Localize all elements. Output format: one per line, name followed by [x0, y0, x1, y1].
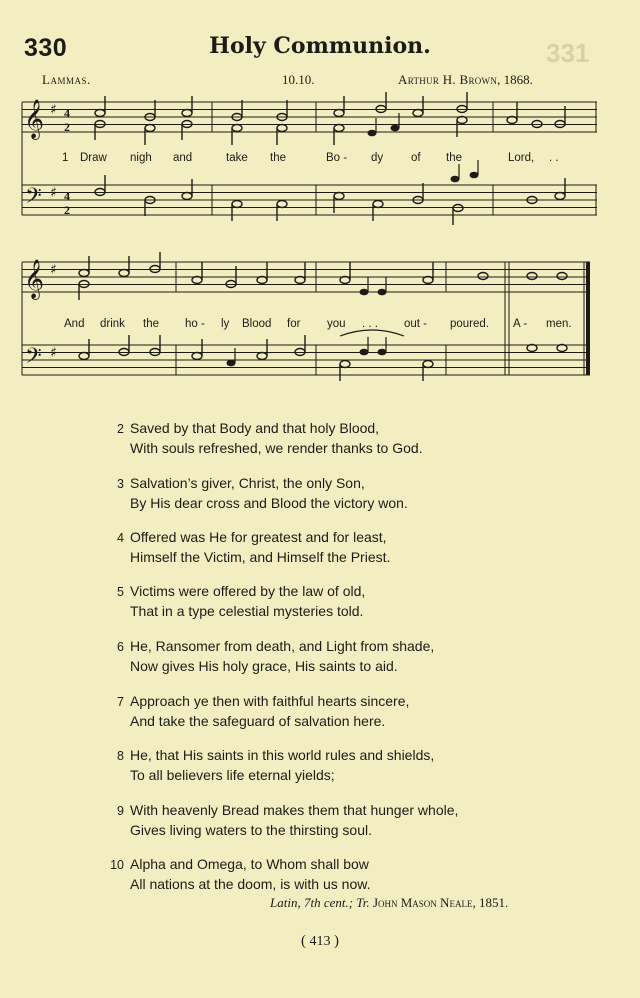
- translation-year: 1851.: [478, 895, 509, 910]
- svg-text:♯: ♯: [50, 262, 57, 278]
- lyric-syllable: the: [446, 152, 462, 164]
- verse-line: Himself the Victim, and Himself the Priest.: [130, 549, 391, 565]
- lyric-syllable: take: [226, 152, 248, 164]
- verse-number: 7: [117, 695, 124, 709]
- composer-name: Arthur H. Brown: [398, 72, 498, 87]
- lyric-syllable: of: [411, 152, 421, 164]
- verse-number: 2: [117, 422, 124, 436]
- lyric-syllable: A -: [513, 318, 528, 330]
- verse-line: Alpha and Omega, to Whom shall bow: [130, 856, 369, 872]
- verse-line: Approach ye then with faithful hearts sincere,: [130, 693, 410, 709]
- verse-line: All nations at the doom, is with us now.: [130, 876, 371, 892]
- verse-number: 5: [117, 585, 124, 599]
- svg-text:4: 4: [64, 106, 70, 120]
- svg-text:2: 2: [64, 203, 70, 217]
- verse-number: 9: [117, 804, 124, 818]
- music-system-2: [0, 248, 640, 398]
- verse-line: To all believers life eternal yields;: [130, 767, 335, 783]
- attribution: [270, 895, 508, 911]
- svg-text:𝄢: 𝄢: [25, 184, 42, 214]
- composer-year: , 1868.: [497, 72, 533, 87]
- svg-text:𝄢: 𝄢: [25, 344, 42, 374]
- svg-text:♯: ♯: [50, 345, 57, 361]
- svg-text:♯: ♯: [50, 102, 57, 118]
- verse-line: Saved by that Body and that holy Blood,: [130, 420, 380, 436]
- lyric-syllable: Lord,: [508, 152, 535, 164]
- lyric-syllable: the: [143, 318, 159, 330]
- verse-line: He, Ransomer from death, and Light from shade,: [130, 638, 435, 654]
- lyric-syllable: drink: [100, 318, 125, 330]
- verse-number: 4: [117, 531, 124, 545]
- verse-number: 10: [110, 858, 124, 872]
- lyric-syllable: Draw: [80, 152, 107, 164]
- lyric-syllable: . .: [549, 152, 559, 164]
- verse-line: That in a type celestial mysteries told.: [130, 603, 364, 619]
- page-number-close: ): [334, 933, 339, 949]
- svg-text:𝄞: 𝄞: [24, 99, 45, 139]
- verse-number: 8: [117, 749, 124, 763]
- attribution-tr: Tr.: [356, 895, 370, 910]
- verse-line: Now gives His holy grace, His saints to aid.: [130, 658, 398, 674]
- lyrics-line-2: [0, 318, 640, 334]
- lyric-syllable: poured.: [450, 318, 490, 330]
- lyric-syllable: ly: [221, 318, 230, 330]
- lyric-syllable: nigh: [130, 152, 152, 164]
- verse-number: 6: [117, 640, 124, 654]
- lyric-syllable: men.: [546, 318, 572, 330]
- verse-number: 3: [117, 477, 124, 491]
- lyric-syllable: the: [270, 152, 286, 164]
- verse-line: With souls refreshed, we render thanks to God.: [130, 440, 423, 456]
- attribution-source: Latin, 7th cent.;: [270, 895, 354, 910]
- lyric-syllable: And: [64, 318, 85, 330]
- hymn-number: 330: [24, 34, 68, 62]
- lyric-syllable: and: [173, 152, 193, 164]
- verse-line: Gives living waters to the thirsting soul.: [130, 822, 372, 838]
- lyric-syllable: you: [327, 318, 346, 330]
- lyric-syllable: for: [287, 318, 301, 330]
- lyric-syllable: ho -: [185, 318, 205, 330]
- verse-line: And take the safeguard of salvation here.: [130, 713, 386, 729]
- verse-line: Salvation’s giver, Christ, the only Son,: [130, 475, 365, 491]
- composer: [398, 72, 533, 88]
- music-system-1: [0, 88, 640, 238]
- svg-text:4: 4: [64, 189, 70, 203]
- verse-line: Offered was He for greatest and for least,: [130, 529, 387, 545]
- verse-line: With heavenly Bread makes them that hunger whole,: [130, 802, 459, 818]
- svg-text:♯: ♯: [50, 185, 57, 201]
- verse-line: He, that His saints in this world rules and shields,: [130, 747, 435, 763]
- bleed-through-number: 331: [546, 38, 590, 68]
- verse-line: By His dear cross and Blood the victory won.: [130, 495, 408, 511]
- lyric-syllable: Bo -: [326, 152, 348, 164]
- lyric-syllable: . . .: [362, 318, 378, 330]
- page-number-value: 413: [309, 934, 331, 949]
- lyric-syllable: Blood: [242, 318, 272, 330]
- verse-line: Victims were offered by the law of old,: [130, 583, 366, 599]
- tune-name: Lammas.: [42, 72, 91, 87]
- svg-text:2: 2: [64, 120, 70, 134]
- lyric-syllable: 1: [62, 152, 69, 164]
- lyric-syllable: out -: [404, 318, 428, 330]
- page-number-open: (: [301, 933, 306, 949]
- page-number: [0, 933, 640, 950]
- lyric-syllable: dy: [371, 152, 384, 164]
- meter: 10.10.: [282, 72, 315, 87]
- translator-name: John Mason Neale,: [372, 895, 476, 910]
- lyrics-line-1: [0, 152, 640, 168]
- svg-text:𝄞: 𝄞: [24, 259, 45, 299]
- page-title: Holy Communion.: [209, 33, 431, 59]
